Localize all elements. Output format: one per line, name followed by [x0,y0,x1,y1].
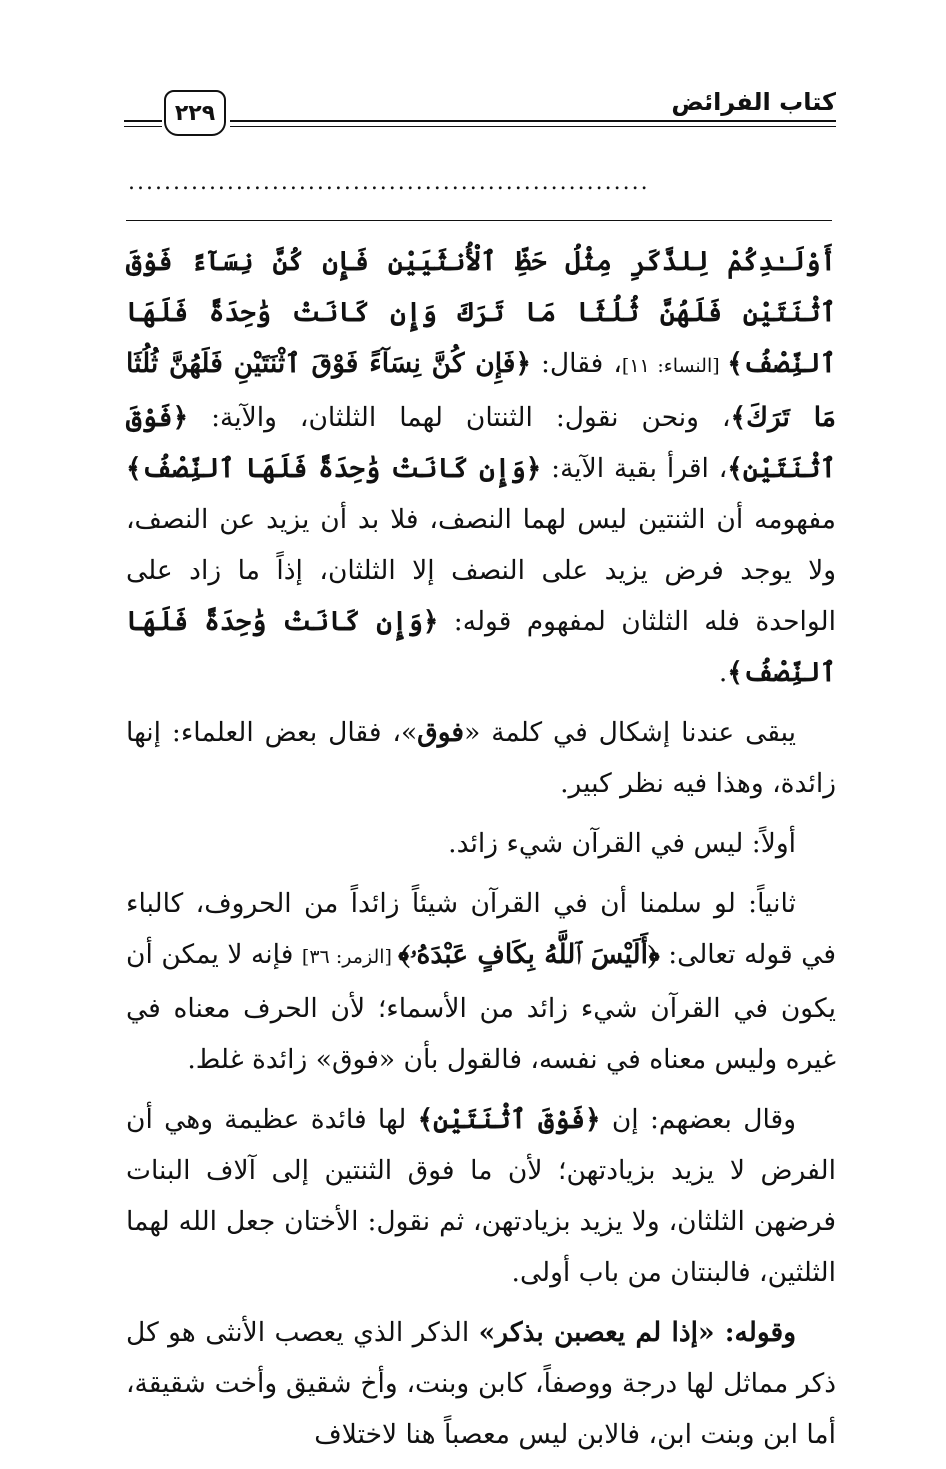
text-run: ، فقال: [530,348,622,379]
quran-quote: ﴿فَوْقَ ٱثْنَتَيْنِ﴾ [126,402,836,484]
paragraph [126,878,836,1085]
page-header [124,86,836,146]
text-run: يبقى عندنا إشكال في كلمة « [464,717,796,748]
header-rule [230,120,836,122]
body-text [126,236,836,1469]
separator-dots: .......................................................... [128,170,650,195]
header-rule [230,126,836,127]
quran-quote: ﴿فَإِن كُنَّ نِسَآءً فَوْقَ ٱثْنَتَيْنِ فَلَهُنَّ ثُلُثَا مَا تَرَكَ﴾ [126,348,836,433]
header-rule [124,126,162,127]
verse-reference: [النساء: ١١] [621,355,728,377]
quran-quote: ﴿وَإِن كَانَتْ وَٰحِدَةً فَلَهَا ٱلنِّصْفُ﴾ [126,606,836,688]
paragraph [126,1307,836,1460]
text-run: أولاً: ليس في القرآن شيء زائد. [448,828,796,859]
text-run: مفهومه أن الثنتين ليس لهما النصف، فلا بد أن يزيد عن النصف، ولا يوجد فرض يزيد على النصف إلا الثلثان، إذاً ما زاد على الواحدة فله الثلثان لمفهوم قوله: [126,504,836,637]
paragraph [126,818,836,869]
quran-quote: ﴿وَإِن كَانَتْ وَٰحِدَةً فَلَهَا ٱلنِّصْفُ﴾ [126,453,542,484]
paragraph [126,707,836,809]
page-number: ٢٢٩ [164,90,226,136]
quran-quote: أَوْلَـٰدِكُمْ لِلذَّكَرِ مِثْلُ حَظِّ ٱلْأُنثَيَيْنِ فَإِن كُنَّ نِسَآءً فَوْقَ ٱثْنَتَيْنِ فَلَهُنَّ ثُلُثَا مَا تَرَكَ وَإِن كَانَتْ وَٰحِدَةً فَلَهَا ٱلنِّصْفُ﴾ [126,246,836,379]
bold-term: وقوله: «إذا لم يعصبن بذكر» [478,1317,796,1348]
paragraph [126,1094,836,1298]
book-title: كتاب الفرائض [671,88,836,116]
paragraph [126,236,836,698]
quran-quote: ﴿فَوْقَ ٱثْنَتَيْنِ﴾ [417,1104,601,1135]
text-run: »، فقال بعض العلماء: إنها زائدة، وهذا فيه نظر كبير. [126,717,836,799]
quran-quote: ﴿أَلَيْسَ ٱللَّهُ بِكَافٍ عَبْدَهُۥ﴾ [398,939,660,970]
header-rule [124,120,162,122]
text-run: فإنه لا يمكن أن يكون في القرآن شيء زائد من الأسماء؛ لأن الحرف معناه في غيره وليس معناه في نفسه، فالقول بأن «فوق» زائدة غلط. [126,939,836,1075]
text-run: ، اقرأ بقية الآية: [541,453,728,484]
text-run: الذكر الذي يعصب الأنثى هو كل ذكر مماثل لها درجة ووصفاً، كابن وبنت، وأخ شقيق وأخت شقيقة، أما ابن وبنت ابن، فالابن ليس معصباً هنا لاختلاف [126,1317,836,1450]
text-run: . [718,657,728,688]
separator-rule [126,220,832,221]
text-run: ثانياً: لو سلمنا أن في القرآن شيئاً زائداً من الحروف، كالباء في قوله تعالى: [126,888,837,970]
text-run: لها فائدة عظيمة وهي أن الفرض لا يزيد بزيادتهن؛ لأن ما فوق الثنتين إلى آلاف البنات فرضهن الثلثان، ولا يزيد بزيادتهن، ثم نقول: الأختان جعل الله لهما الثلثين، فالبنتان من باب أولى. [126,1104,836,1288]
verse-reference: [الزمر: ٣٦] [301,946,399,968]
text-run: ، ونحن نقول: الثنتان لهما الثلثان، والآية: [188,402,731,433]
text-run: وقال بعضهم: إن [600,1104,797,1135]
bold-term: فوق [417,717,465,748]
